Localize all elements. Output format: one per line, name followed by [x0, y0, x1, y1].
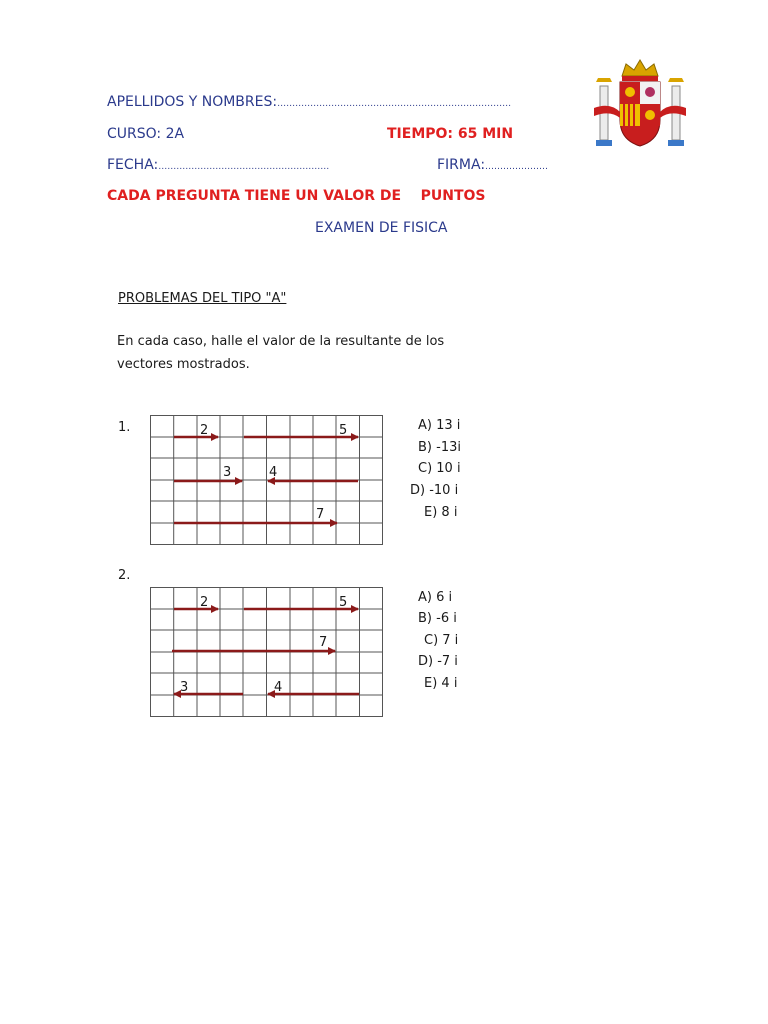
option-d[interactable]: D) -10 i — [410, 483, 459, 498]
puntos-note: CADA PREGUNTA TIENE UN VALOR DE PUNTOS — [107, 188, 486, 204]
option-d[interactable]: D) -7 i — [418, 654, 458, 669]
firma-row — [437, 157, 548, 173]
option-e[interactable]: E) 8 i — [424, 505, 458, 520]
vector-label: 7 — [316, 507, 325, 522]
firma-dots: ………………… — [485, 162, 549, 172]
coat-of-arms-icon — [590, 56, 690, 152]
vector-label: 2 — [200, 595, 209, 610]
option-c[interactable]: C) 10 i — [418, 461, 461, 476]
tiempo-label: TIEMPO: 65 MIN — [387, 126, 514, 142]
vector-label: 5 — [339, 423, 348, 438]
option-a[interactable]: A) 13 i — [418, 418, 461, 433]
fecha-dots: ………………………………………………… — [158, 162, 330, 172]
vector-label: 2 — [200, 423, 209, 438]
fecha-row — [107, 157, 329, 173]
option-a[interactable]: A) 6 i — [418, 590, 453, 605]
option-c[interactable]: C) 7 i — [424, 633, 459, 648]
curso-label: CURSO: 2A — [107, 126, 185, 142]
fecha-label: FECHA: — [107, 157, 159, 173]
problem-1-vector-grid — [150, 415, 384, 546]
problem-2-number: 2. — [118, 568, 131, 583]
vector-label: 4 — [274, 680, 283, 695]
apellidos-dots: …………………………………………………………………… — [277, 99, 512, 109]
option-b[interactable]: B) -13i — [418, 440, 461, 455]
section-title: PROBLEMAS DEL TIPO "A" — [118, 291, 287, 306]
apellidos-row — [107, 94, 511, 110]
vector-label: 3 — [223, 465, 232, 480]
problem-2-vector-grid — [150, 587, 384, 718]
problem-1-number: 1. — [118, 420, 131, 435]
option-b[interactable]: B) -6 i — [418, 611, 457, 626]
vector-label: 5 — [339, 595, 348, 610]
apellidos-label: APELLIDOS Y NOMBRES: — [107, 94, 278, 110]
firma-label: FIRMA: — [437, 157, 486, 173]
vector-label: 3 — [180, 680, 189, 695]
instructions-line-1: En cada caso, halle el valor de la resultante de los — [117, 334, 445, 349]
instructions-line-2: vectores mostrados. — [117, 357, 250, 372]
vector-label: 4 — [269, 465, 278, 480]
option-e[interactable]: E) 4 i — [424, 676, 458, 691]
exam-title: EXAMEN DE FISICA — [315, 220, 448, 236]
vector-label: 7 — [319, 635, 328, 650]
